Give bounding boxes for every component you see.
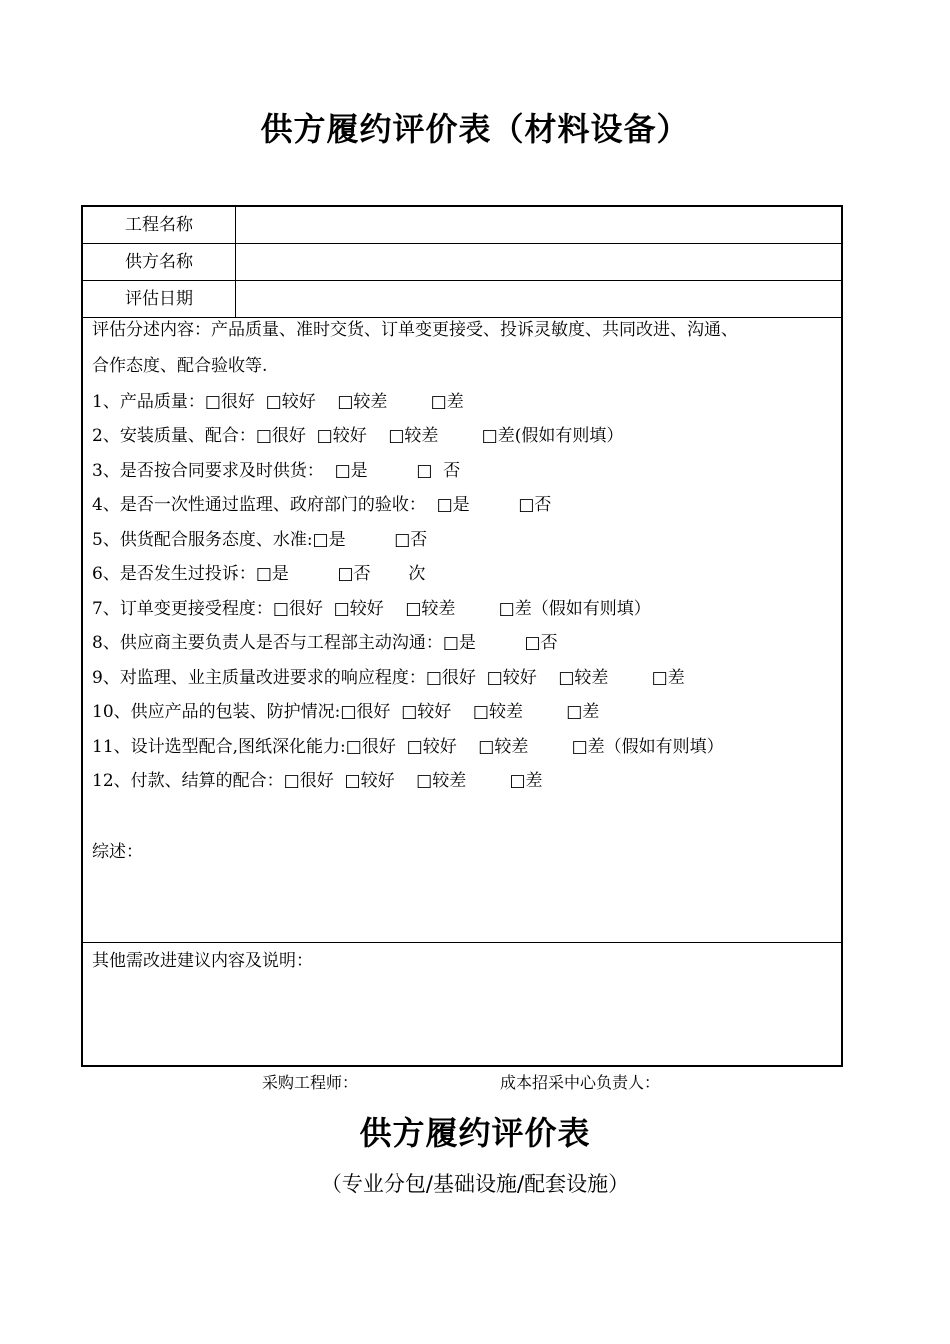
evaluation-date-field[interactable]	[236, 281, 841, 317]
criteria-item: 6、是否发生过投诉：□是 □否 次	[92, 564, 426, 584]
criteria-item: 1、产品质量：□很好 □较好 □较差 □差	[92, 392, 464, 412]
field-label: 工程名称	[83, 207, 236, 243]
criteria-item: 7、订单变更接受程度：□很好 □较好 □较差 □差（假如有则填）	[92, 599, 651, 619]
criteria-item: 12、付款、结算的配合：□很好 □较好 □较差 □差	[92, 771, 543, 791]
second-form-title: 供方履约评价表	[359, 1114, 591, 1152]
criteria-item: 8、供应商主要负责人是否与工程部主动沟通：□是 □否	[92, 633, 558, 653]
criteria-item: 4、是否一次性通过监理、政府部门的验收： □是 □否	[92, 495, 552, 515]
field-row-evaluation-date	[83, 281, 841, 318]
field-row-project-name	[83, 207, 841, 244]
overview-label: 综述：	[92, 842, 143, 862]
criteria-item: 3、是否按合同要求及时供货： □是 □ 否	[92, 461, 461, 481]
evaluation-body	[83, 318, 841, 943]
criteria-item: 2、安装质量、配合：□很好 □较好 □较差 □差(假如有则填）	[92, 426, 624, 446]
field-label: 供方名称	[83, 244, 236, 280]
project-name-field[interactable]	[236, 207, 841, 243]
purchasing-engineer-signature: 采购工程师：	[262, 1073, 359, 1092]
form-title: 供方履约评价表（材料设备）	[260, 110, 690, 148]
criteria-item: 11、设计选型配合,图纸深化能力:□很好 □较好 □较差 □差（假如有则填）	[92, 737, 724, 757]
evaluation-form	[81, 205, 843, 1067]
second-form-subtitle: （专业分包/基础设施/配套设施）	[320, 1172, 630, 1196]
criteria-item: 9、对监理、业主质量改进要求的响应程度：□很好 □较好 □较差 □差	[92, 668, 685, 688]
field-row-supplier-name	[83, 244, 841, 281]
field-label: 评估日期	[83, 281, 236, 317]
supplier-name-field[interactable]	[236, 244, 841, 280]
criteria-item: 10、供应产品的包装、防护情况:□很好 □较好 □较差 □差	[92, 702, 600, 722]
summary-line: 合作态度、配合验收等.	[92, 356, 268, 376]
summary-line: 评估分述内容：产品质量、准时交货、订单变更接受、投诉灵敏度、共同改进、沟通、	[92, 320, 738, 340]
criteria-item: 5、供货配合服务态度、水准:□是 □否	[92, 530, 428, 550]
center-head-signature: 成本招采中心负责人：	[500, 1073, 661, 1092]
improvement-suggestions-label: 其他需改进建议内容及说明：	[92, 951, 313, 971]
